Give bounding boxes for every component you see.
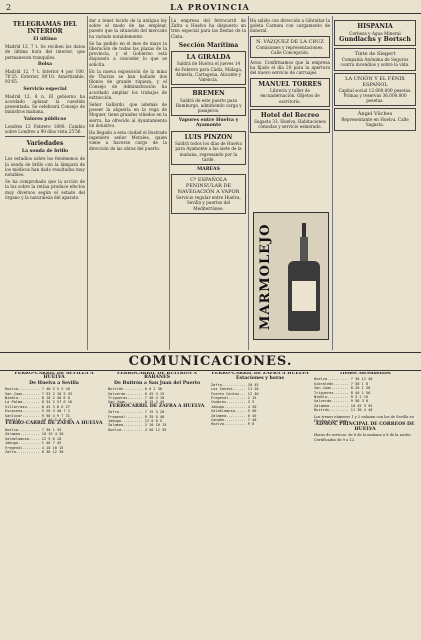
timetable-buitron-rabanes [108, 372, 206, 634]
timetable-row: Jabugo.......... 4 30 [211, 404, 257, 409]
ad-title: LA GIRALDA [186, 53, 231, 61]
timetable-row: Fregenal........ 4 10 10 15 [5, 445, 64, 450]
tide-table-title: MAREAS [197, 166, 220, 172]
article-text: En la nueva exposición de la mina de Tharsis se han hallado dos filones de grande riqueza, y el Consejo de Administración ha acordado ampliar los trabajos de extracción. [89, 68, 167, 100]
column-divider [332, 16, 333, 350]
timetable-title: FERRO-CARRIL DE ZAFRA A HUELVA [211, 372, 309, 376]
ad-text: Saldrá todos los días de Huelva para Ayamonte a las siete de la mañana, regresando por la tarde. [175, 141, 242, 162]
timetable-title: Trenes Ascendentes [339, 372, 391, 376]
sub-heading: Vapores entre Huelva y Ayamonte [178, 118, 239, 129]
ad-title: HISPANIA [357, 23, 393, 30]
business-ad [334, 48, 416, 70]
sub-heading: La sonda de brillo [21, 149, 69, 155]
section-heading: Sección Marítima [178, 41, 239, 49]
timetable-row: Valverde........ 9 50 3 0 [314, 399, 369, 404]
timetable-row: Sevilla......... 10 45 5 0 8 25 [5, 418, 73, 423]
article-text: Señor Gallardo, que además de poseer la alquería en la vega de Moguer, tiene grandes viñedos en la sierra, ha ofrecido al Ayuntamiento un donativo. [89, 102, 167, 128]
timetable-row: Gibraleón....... 7 58 1 8 [314, 381, 369, 386]
timetable-row: Buitrón......... 6 0 2 30 [108, 387, 163, 392]
ad-title: MANUEL TORRES [258, 80, 322, 88]
timetable-subtitle: Estaciones y horas [236, 376, 284, 382]
timetable-row: Buitrón......... 11 30 4 40 [314, 408, 373, 413]
timetable-row: Zalamea......... 10 45 3 55 [314, 403, 373, 408]
ad-brand: Gundlachs y Bortsch [339, 35, 411, 43]
ad-title: Cª ESPAÑOLA PENINSULAR DE NAVEGACIÓN A VAPOR [177, 177, 240, 196]
timetable-row: Jabugo.......... 12 0 8 5 [108, 419, 163, 424]
column-divider [87, 16, 88, 350]
ad-title: Hotel del Recreo [260, 111, 320, 119]
shipping-ad [171, 131, 246, 165]
ad-text: Comisiones y representaciones. Calle Concepción. [256, 44, 324, 55]
bottle-brand: MARMOLEJO [258, 223, 273, 331]
timetable-sevilla-huelva [5, 372, 103, 634]
timetable-ascending [314, 372, 416, 634]
ad-text: Representante en Huelva. Calle Sagasta. [341, 117, 409, 128]
timetable-row: Valdelamusa..... 5 50 [211, 409, 257, 414]
article-text: Ha salido con dirección a Gibraltar la goleta Carmen con cargamento de mineral. [250, 18, 330, 34]
timetable-row: Candón.......... 7 40 [211, 418, 257, 423]
timetable-row: Huelva.......... 7 30 1 35 [5, 427, 62, 432]
timetable-row: Zalamea......... 2 10 10 15 [108, 423, 167, 428]
timetable-row: Huelva.......... 7 30 12 40 [314, 377, 373, 382]
timetable-row: Zafra........... 7 15 3 20 [108, 410, 165, 415]
timetable-row: Fregenal........ 2 15 [211, 396, 257, 401]
sub-heading: Bolsa [37, 61, 53, 67]
ad-title: LUIS PINZON [184, 133, 233, 141]
sub-heading: El último [33, 37, 57, 42]
ad-text: Compañía Anónima de Seguros contra incendios y sobre la vida. [340, 57, 410, 68]
timetable-row: Escacena........ 9 20 3 40 7 2 [5, 409, 70, 414]
article-text: Madrid 12, 7 t. Se reciben los datos de última hora del interior, que permanecen tranquilos. [5, 44, 85, 60]
mineral-water-ad [253, 212, 329, 340]
timetable-row: Villarrasa...... 8 45 3 8 6 27 [5, 404, 70, 409]
column-3 [171, 18, 246, 358]
timetable-row: Huelva.......... 7 40 2 5 5 20 [5, 387, 70, 392]
timetable-row: Niebla.......... 9 5 2 15 [314, 395, 369, 400]
business-ad [250, 109, 330, 133]
business-ad [334, 108, 416, 130]
sub-heading: Valores públicos [23, 116, 67, 122]
page-number: 2 [6, 3, 12, 12]
timetable-row: Niebla.......... 8 18 2 40 6 0 [5, 396, 70, 401]
timetable-title: FERROCARRIL DE ZAFRA A HUELVA [109, 403, 205, 409]
ad-text: Servicio regular entre Huelva, Sevilla y puertos del Mediterráneo. [176, 195, 241, 211]
ad-text: Saldrá de este puerto para Hamburgo, admitiendo carga y pasajeros. [175, 97, 242, 114]
newspaper-title: LA PROVINCIA [170, 2, 250, 12]
timetable-row: Huelva.......... 4 50 12 55 [108, 427, 167, 432]
timetable-row: Sanlúcar........ 9 50 4 9 7 31 [5, 413, 70, 418]
communications-heading: COMUNICACIONES. [0, 352, 421, 371]
column-1 [5, 18, 85, 358]
ad-title: Ángel Vilches [357, 111, 393, 118]
section-heading: Variedades [26, 140, 64, 148]
shipping-ad [171, 51, 246, 85]
timetable-row: Cumbres......... 3 5 [211, 400, 255, 405]
column-2 [89, 18, 167, 358]
timetable-row: Fregenal........ 9 35 5 40 [108, 414, 165, 419]
timetable-row: Trigueros....... 8 40 1 50 [314, 390, 371, 395]
sub-heading: Servicio especial [23, 86, 67, 92]
section-heading: TELEGRAMAS DEL INTERIOR [12, 21, 78, 35]
article-text: dar a tener lucido de la antigua ley sobre el modo de las emplear, puesto que la situación del mercado ha variado notablemente. [89, 18, 167, 39]
article-text: Los estudios sobre los fenómenos de la sonda de brillo con la lámpara de los médicos han dado resultados muy notables. [5, 156, 85, 178]
ad-title: Tinte de Siegert [354, 51, 396, 58]
ad-text: Sagasta 33. Huelva. Habitaciones cómodas y servicio esmerado. [254, 119, 326, 130]
ad-text: Librería y taller de encuadernación. Objetos de escritorio. [260, 88, 320, 104]
timetable-row: Zalamea......... 6 45 [211, 413, 257, 418]
timetable-row: Fuente Cantos... 12 40 [211, 391, 259, 396]
article-text: La empresa del ferrocarril de Zafra a Huelva ha dispuesto un tren especial para las fiestas de la Cinta. [171, 18, 246, 39]
article-text: Ha llegado a esta ciudad el ilustrado ingeniero señor Morales, quien viene a hacerse cargo de la dirección de las obras del puerto. [89, 130, 167, 151]
timetable-row: Zafra........... 10 45 [211, 382, 259, 387]
bottle-illustration [284, 223, 324, 331]
post-office-text: Horas de servicio: de 8 de la mañana a 8 de la noche. Certificados de 9 a 12. [314, 433, 412, 442]
timetable-zafra-huelva [211, 372, 309, 634]
article-text: Se ha comprobado que la acción de la luz sobre la retina produce efectos muy diversos según el estado del órgano y la naturaleza del aparato. [5, 179, 85, 200]
timetable-row: Valdelamusa..... 12 5 6 10 [5, 436, 62, 441]
business-ad [250, 36, 330, 58]
column-5 [334, 18, 416, 358]
timetable-title: FERROCARRIL DE BUITRÓN A RÁBANES [117, 372, 197, 381]
shipping-ad [171, 174, 246, 214]
ad-title: LA UNIÓN Y EL FÉNIX ESPAÑOL [345, 75, 405, 88]
business-ad [250, 78, 330, 107]
ad-text: Capital social 12.000.000 pesetas. Primas y reservas 36.000.000 pesetas. [338, 87, 412, 104]
column-divider [248, 16, 249, 350]
bottle-neck [300, 237, 308, 263]
timetable-row: San Juan........ 8 20 1 30 [314, 386, 371, 391]
article-text: Aviso. Confirmamos que la empresa ha fijado el día 20 para la apertura del nuevo servicio de carruajes. [250, 60, 330, 76]
column-divider [169, 16, 170, 350]
rule [5, 136, 85, 137]
article-text: Madrid 12, 8 n. El gobierno ha acordado aplazar la cuestión presentada. Se celebrará Consejo de ministros mañana. [5, 93, 85, 115]
timetable-note: Los trenes números 1 y 2 enlazan con los de Sevilla en Huelva y San Juan. [314, 414, 414, 424]
ad-title: N. VÁZQUEZ DE LA CRUZ [256, 38, 324, 45]
timetable-row: San Juan........ 8 15 4 45 [108, 400, 165, 405]
timetable-row: Trigueros....... 7 40 4 10 [108, 396, 165, 401]
beer-ad [334, 20, 416, 46]
insurance-ad [334, 73, 416, 107]
timetable-row: Jabugo.......... 1 40 7 45 [5, 441, 62, 446]
timetable-subtitle: De Buitrón a San Juan del Puerto [113, 380, 201, 386]
shipping-ad [171, 87, 246, 116]
timetable-row: Zalamea......... 10 15 4 20 [5, 432, 64, 437]
timetable-subtitle: De Huelva a Sevilla [29, 380, 79, 386]
article-text: Madrid 12, 7 t. Interior 4 por 100, 76'25. Exterior, 80'10. Amortizable, 93'65. [5, 69, 85, 85]
ad-subtitle: Cerbeza y Agua Mineral [349, 30, 401, 36]
timetable-row: Zafra........... 6 30 12 30 [5, 449, 64, 454]
article-text: Se ha pedido en el mes de mayo la liberación de todas las plazas de la provincia, y el Gobierno está dispuesto a conceder lo que se solicita. [89, 40, 167, 67]
timetable-title: FERRO-CARRIL DE SEVILLA A HUELVA [14, 372, 94, 381]
timetable-row: Valverde........ 6 45 3 15 [108, 391, 165, 396]
article-text: Londres 12 Febrero 1890. Cambio sobre Londres a 90 días vista 25'56. [5, 123, 85, 135]
masthead [0, 2, 421, 14]
timetable-row: La Palma........ 8 34 2 57 6 16 [5, 400, 73, 405]
ad-text: Saldrá de Huelva el jueves 14 de Febrero para Cádiz, Málaga, Almería, Cartagena, Alicante y Valencia. [174, 61, 243, 82]
timetable-row: Los Santos...... 11 20 [211, 387, 259, 392]
post-office-title: ADMON. PRINCIPAL DE CORREOS DE HUELVA [315, 422, 415, 432]
timetable-title: FERRO-CARRIL DE ZAFRA A HUELVA [5, 421, 103, 427]
ad-title: BREMEN [192, 90, 225, 98]
timetable-row: San Juan........ 7 53 2 18 5 33 [5, 391, 73, 396]
bottle-label [292, 281, 316, 311]
timetable-row: Huelva.......... 9 0 [211, 422, 255, 427]
